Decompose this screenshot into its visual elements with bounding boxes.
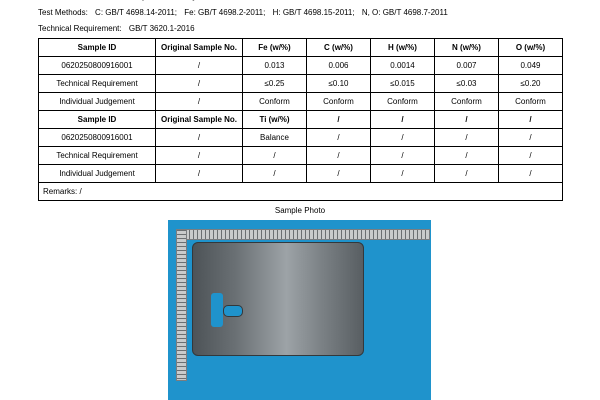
table-cell: /	[156, 57, 243, 75]
table-row	[39, 93, 563, 111]
table-cell: /	[156, 75, 243, 93]
header-cell: N (w/%)	[435, 39, 499, 57]
header-cell: O (w/%)	[499, 39, 563, 57]
table-cell: Conform	[307, 93, 371, 111]
titanium-plate-sample	[192, 242, 364, 356]
technical-requirement-value: GB/T 3620.1-2016	[128, 24, 195, 33]
header-cell: H (w/%)	[371, 39, 435, 57]
table-cell: /	[243, 147, 307, 165]
table-cell: ≤0.015	[371, 75, 435, 93]
test-methods-line	[38, 8, 448, 17]
header-cell: C (w/%)	[307, 39, 371, 57]
header-cell: Ti (w/%)	[243, 111, 307, 129]
method-c: C: GB/T 4698.14-2011;	[95, 8, 178, 17]
table-cell: Conform	[243, 93, 307, 111]
header-cell: /	[307, 111, 371, 129]
header-cell: /	[435, 111, 499, 129]
table-cell: /	[156, 165, 243, 183]
table-cell: Technical Requirement	[39, 75, 156, 93]
header-cell: Original Sample No.	[156, 39, 243, 57]
table-cell: /	[435, 129, 499, 147]
plate-slot	[223, 305, 243, 317]
table-cell: Conform	[435, 93, 499, 111]
table-row	[39, 57, 563, 75]
photo-caption: Sample Photo	[274, 206, 326, 215]
technical-requirement-label: Technical Requirement:	[38, 24, 122, 33]
method-h: H: GB/T 4698.15-2011;	[272, 8, 355, 17]
table-row	[39, 165, 563, 183]
table-cell: /	[307, 147, 371, 165]
table-cell: Conform	[371, 93, 435, 111]
ruler-vertical	[176, 229, 187, 381]
table-cell: /	[156, 93, 243, 111]
test-methods-label: Test Methods:	[38, 8, 88, 17]
table-cell: Individual Judgement	[39, 165, 156, 183]
header-cell: Original Sample No.	[156, 111, 243, 129]
table-cell: /	[307, 165, 371, 183]
technical-requirement-line	[38, 24, 195, 33]
table-cell: Technical Requirement	[39, 147, 156, 165]
method-fe: Fe: GB/T 4698.2-2011;	[184, 8, 266, 17]
table-cell: ≤0.20	[499, 75, 563, 93]
header-cell: Sample ID	[39, 111, 156, 129]
table-cell: 0.007	[435, 57, 499, 75]
table-cell: /	[156, 129, 243, 147]
header-cell: /	[371, 111, 435, 129]
table-cell: 0.006	[307, 57, 371, 75]
remarks-row	[39, 183, 563, 201]
header-cell: /	[499, 111, 563, 129]
sample-photo	[168, 220, 431, 400]
table-header-row	[39, 39, 563, 57]
table-row	[39, 75, 563, 93]
table-cell: 0.013	[243, 57, 307, 75]
table-cell: ≤0.10	[307, 75, 371, 93]
table-cell: 0620250800916001	[39, 129, 156, 147]
plate-notch	[211, 293, 223, 327]
table-cell: /	[435, 165, 499, 183]
table-row	[39, 129, 563, 147]
table-cell: ≤0.25	[243, 75, 307, 93]
table-header-row	[39, 111, 563, 129]
table-cell: /	[371, 129, 435, 147]
table-cell: Conform	[499, 93, 563, 111]
section-title	[38, 0, 208, 1]
method-n-o: N, O: GB/T 4698.7-2011	[361, 8, 448, 17]
table-cell: /	[243, 165, 307, 183]
table-cell: /	[499, 165, 563, 183]
chemical-composition-table	[38, 38, 563, 201]
table-cell: 0620250800916001	[39, 57, 156, 75]
table-cell: 0.049	[499, 57, 563, 75]
remarks-cell: Remarks: /	[39, 183, 563, 201]
table-row	[39, 147, 563, 165]
table-cell: /	[371, 147, 435, 165]
table-cell: ≤0.03	[435, 75, 499, 93]
table-cell: 0.0014	[371, 57, 435, 75]
table-cell: /	[499, 147, 563, 165]
header-cell: Fe (w/%)	[243, 39, 307, 57]
table-cell: /	[499, 129, 563, 147]
header-cell: Sample ID	[39, 39, 156, 57]
ruler-horizontal	[176, 229, 430, 240]
table-cell: /	[156, 147, 243, 165]
table-cell: /	[307, 129, 371, 147]
table-cell: /	[371, 165, 435, 183]
table-cell: Individual Judgement	[39, 93, 156, 111]
table-cell: Balance	[243, 129, 307, 147]
table-cell: /	[435, 147, 499, 165]
